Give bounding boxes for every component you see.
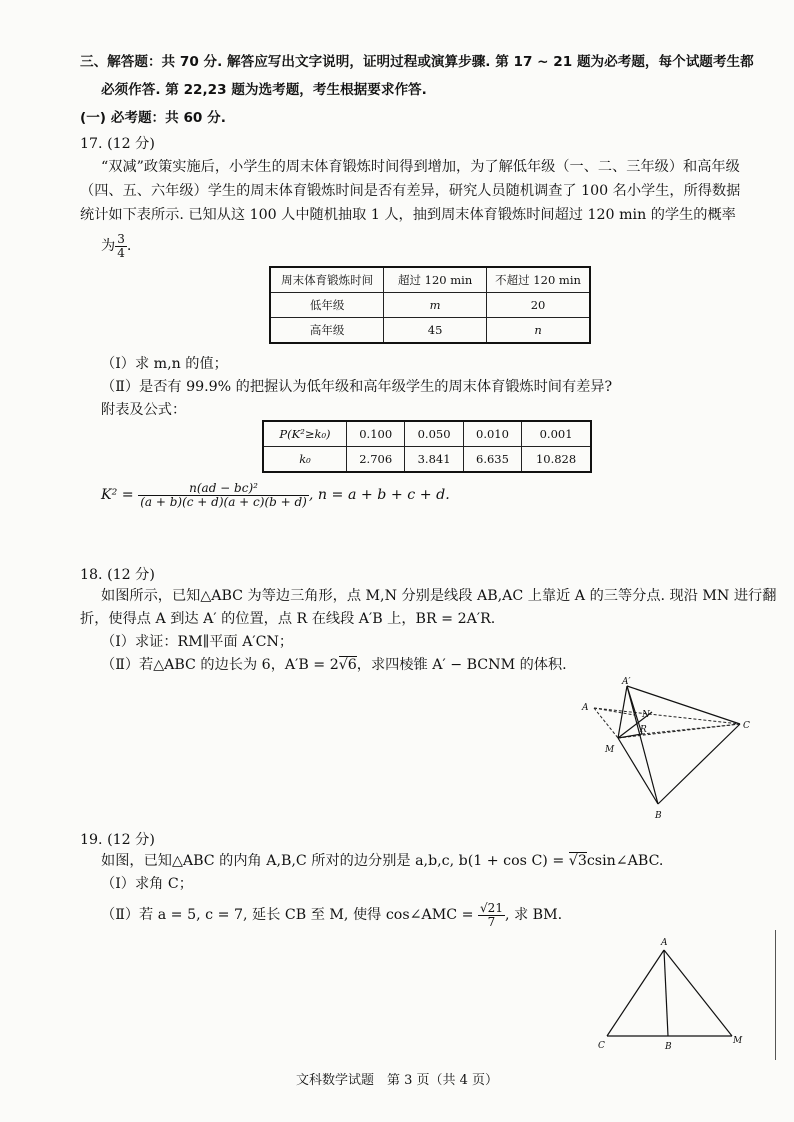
- q18-text-line1: 如图所示，已知△ABC 为等边三角形，点 M,N 分别是线段 AB,AC 上靠近 A 的三等分点. 现沿 MN 进行翻: [101, 588, 777, 604]
- table-cell: 0.050: [405, 421, 463, 447]
- table-cell: 2.706: [347, 447, 405, 473]
- table-cell: k₀: [263, 447, 347, 473]
- table-cell: P(K²≥k₀): [263, 421, 347, 447]
- label-B: B: [655, 811, 662, 821]
- chi-square-critical-table: [262, 420, 592, 473]
- label-A-prime: A′: [622, 677, 631, 687]
- table-cell: 高年级: [270, 318, 384, 344]
- table-cell: m: [384, 293, 487, 318]
- q19-heading: 19. (12 分): [80, 832, 155, 848]
- label-R: R: [640, 725, 647, 735]
- page-footer: 文科数学试题 第 3 页（共 4 页）: [295, 1073, 499, 1088]
- table-cell: 0.010: [463, 421, 521, 447]
- label-C: C: [598, 1041, 605, 1051]
- q17-part1: （Ⅰ）求 m,n 的值；: [101, 356, 228, 372]
- q17-text-line3: 统计如下表所示. 已知从这 100 人中随机抽取 1 人，抽到周末体育锻炼时间超过 120 min 的学生的概率: [80, 207, 736, 223]
- q19-text-line1: 如图，已知△ABC 的内角 A,B,C 所对的边分别是 a,b,c, b(1 + cos C) = √3csin∠ABC.: [101, 853, 664, 869]
- scan-edge-line: [775, 930, 777, 1060]
- table-header-cell: 超过 120 min: [384, 267, 487, 293]
- table-cell: 45: [384, 318, 487, 344]
- table-cell: 10.828: [522, 447, 591, 473]
- label-N: N: [642, 710, 650, 720]
- label-M: M: [605, 745, 615, 755]
- q18-part2: （Ⅱ）若△ABC 的边长为 6，A′B = 2√6，求四棱锥 A′ − BCNM 的体积.: [101, 657, 567, 673]
- q18-heading: 18. (12 分): [80, 567, 155, 583]
- triangle-abc-figure: [592, 936, 756, 1054]
- formula-fraction: $\frac{\text{n(ad − bc)²}}{(a + b)(c + d)(a + c)(b + d)}$: [140, 480, 307, 509]
- section-instruction-line2: 必须作答. 第 22,23 题为选考题，考生根据要求作答.: [101, 82, 427, 98]
- table-cell: 0.001: [522, 421, 591, 447]
- q18-text-line2: 折，使得点 A 到达 A′ 的位置，点 R 在线段 A′B 上，BR = 2A′R.: [80, 611, 496, 627]
- table-cell: 低年级: [270, 293, 384, 318]
- section-instruction-line1: 三、解答题：共 70 分. 解答应写出文字说明，证明过程或演算步骤. 第 17 ~ 21 题为必考题，每个试题考生都: [80, 54, 754, 70]
- q17-text-line2: （四、五、六年级）学生的周末体育锻炼时间是否有差异，研究人员随机调查了 100 名小学生，所得数据: [80, 183, 741, 199]
- q17-heading: 17. (12 分): [80, 136, 155, 152]
- q19-part1: （Ⅰ）求角 C；: [101, 876, 193, 892]
- folded-pyramid-figure: [572, 672, 762, 822]
- q17-text-line4: 为 $\frac{3}{4}$ .: [101, 231, 132, 260]
- q17-data-table: [269, 266, 591, 344]
- table-cell: 3.841: [405, 447, 463, 473]
- q17-text-line1: “双减”政策实施后，小学生的周末体育锻炼时间得到增加，为了解低年级（一、二、三年级）和高年级: [101, 159, 740, 175]
- table-cell: 20: [487, 293, 590, 318]
- label-B: B: [665, 1042, 672, 1052]
- required-section-title: (一) 必考题：共 60 分.: [80, 110, 226, 126]
- chi-square-formula: K² = $\frac{\text{n(ad − bc)²}}{(a + b)(c + d)(a + c)(b + d)}$ , n = a + b + c + d.: [101, 480, 450, 509]
- q19-part2: （Ⅱ）若 a = 5, c = 7, 延长 CB 至 M, 使得 cos∠AMC = $\frac{√21}{7}$ , 求 BM.: [101, 900, 563, 929]
- label-A: A: [661, 938, 668, 948]
- table-header-cell: 周末体育锻炼时间: [270, 267, 384, 293]
- label-C: C: [743, 721, 750, 731]
- label-A: A: [582, 703, 589, 713]
- q17-part2: （Ⅱ）是否有 99.9% 的把握认为低年级和高年级学生的周末体育锻炼时间有差异?: [101, 379, 613, 395]
- q17-appendix-label: 附表及公式：: [101, 402, 187, 418]
- probability-fraction: $\frac{3}{4}$: [117, 231, 125, 260]
- table-cell: n: [487, 318, 590, 344]
- table-header-cell: 不超过 120 min: [487, 267, 590, 293]
- q18-part1: （Ⅰ）求证：RM∥平面 A′CN；: [101, 634, 294, 650]
- label-M: M: [733, 1036, 743, 1046]
- table-cell: 6.635: [463, 447, 521, 473]
- cosine-fraction: $\frac{√21}{7}$: [480, 900, 503, 929]
- table-cell: 0.100: [347, 421, 405, 447]
